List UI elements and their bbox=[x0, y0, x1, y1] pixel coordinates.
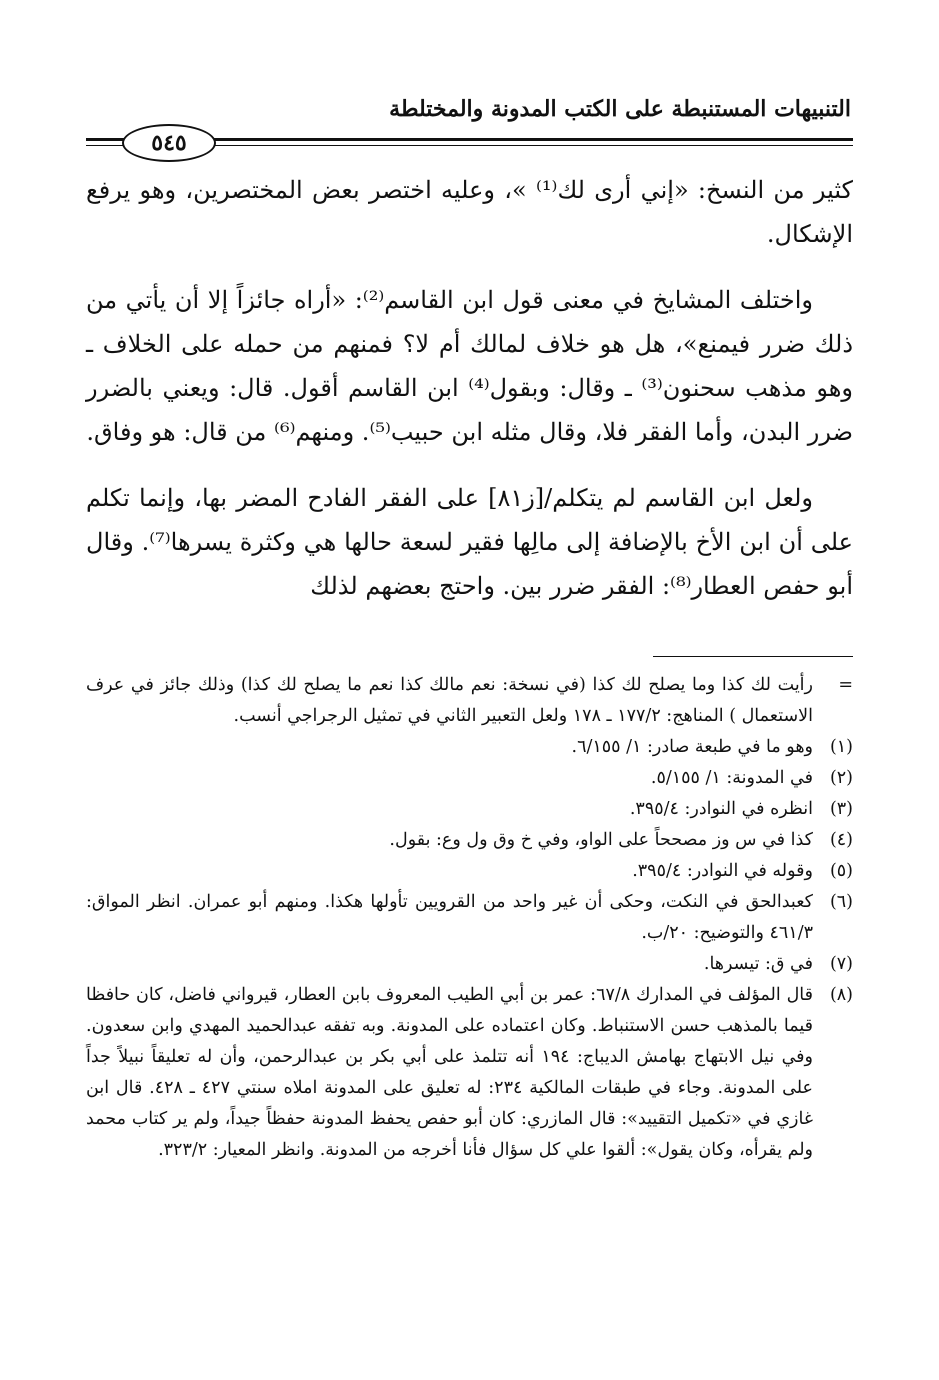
paragraph: كثير من النسخ: «إني أرى لك⁽¹⁾ »، وعليه اختصر بعض المختصرين، وهو يرفع الإشكال. bbox=[86, 176, 853, 248]
footnote-text: انظره في النوادر: ٣٩٥/٤. bbox=[629, 799, 813, 819]
footnote-number: (٣) bbox=[829, 799, 853, 819]
footnote-item bbox=[86, 732, 853, 763]
paragraph: ولعل ابن القاسم لم يتكلم/[ز٨١] على الفقر الفادح المضر بها، وإنما تكلم على أن ابن الأخ بالإضافة إلى مالِها فقير لسعة حالها هي وكثرة يسرها⁽⁷⁾. وقال أبو حفص العطار⁽⁸⁾: الفقر ضرر بين. واحتج بعضهم لذلك bbox=[86, 484, 853, 600]
page-number-badge: ٥٤٥ bbox=[122, 124, 216, 162]
footnote-text: كذا في س وز مصححاً على الواو، وفي خ وق ول وع: بقول. bbox=[389, 830, 813, 850]
footnote-number: (٤) bbox=[829, 830, 853, 850]
footnote-text: وهو ما في طبعة صادر: ١/ ٦/١٥٥. bbox=[571, 737, 813, 757]
footnote-item bbox=[86, 856, 853, 887]
footnote-number: (٥) bbox=[829, 861, 853, 881]
main-text bbox=[86, 168, 853, 630]
footnotes bbox=[86, 670, 853, 1166]
footnote-item bbox=[86, 794, 853, 825]
footnote-item bbox=[86, 670, 853, 732]
footnote-number: (١) bbox=[829, 737, 853, 757]
running-title: التنبيهات المستنبطة على الكتب المدونة والمختلطة bbox=[389, 96, 851, 122]
footnote-number: = bbox=[838, 675, 853, 695]
footnote-number: (٢) bbox=[829, 768, 853, 788]
footnote-number: (٦) bbox=[829, 892, 853, 912]
footnote-item bbox=[86, 980, 853, 1166]
footnote-text: في المدونة: ١/ ٥/١٥٥. bbox=[650, 768, 813, 788]
footnote-number: (٧) bbox=[829, 954, 853, 974]
paragraph: واختلف المشايخ في معنى قول ابن القاسم⁽²⁾: «أراه جائزاً إلا أن يأتي من ذلك ضرر فيمنع»، هل هو خلاف لمالك أم لا؟ فمنهم من حمله على الخلاف ـ وهو مذهب سحنون⁽³⁾ ـ وقال: وبقول⁽⁴⁾ ابن القاسم أقول. قال: ويعني بالضرر ضرر البدن، وأما الفقر فلا، وقال مثله ابن حبيب⁽⁵⁾. ومنهم⁽⁶⁾ من قال: هو وفاق. bbox=[86, 286, 853, 446]
footnote-number: (٨) bbox=[829, 985, 853, 1005]
footnote-text: وقوله في النوادر: ٣٩٥/٤. bbox=[632, 861, 813, 881]
footnote-item bbox=[86, 887, 853, 949]
footnote-item bbox=[86, 763, 853, 794]
footnote-divider bbox=[653, 656, 853, 657]
footnote-text: رأيت لك كذا وما يصلح لك كذا (في نسخة: نعم مالك كذا نعم ما يصلح لك كذا) وذلك جائز في عرف الاستعمال ) المناهج: ١٧٧/٢ ـ ١٧٨ ولعل التعبير الثاني في تمثيل الرجراجي أنسب. bbox=[86, 675, 813, 726]
footnote-text: كعبدالحق في النكت، وحكى أن غير واحد من القرويين تأولها هكذا. ومنهم أبو عمران. انظر المواق: ٤٦١/٣ والتوضيح: ٢٠/ب. bbox=[86, 892, 813, 943]
footnote-item bbox=[86, 949, 853, 980]
footnote-text: قال المؤلف في المدارك ٦٧/٨: عمر بن أبي الطيب المعروف بابن العطار، قيرواني فاضل، كان حافظا قيما بالمذهب حسن الاستنباط. وكان اعتماده على المدونة. وبه تفقه عبدالحميد المهدي وابن سعدون. وفي نيل الابتهاج بهامش الديباج: ١٩٤ أنه تتلمذ على أبي بكر بن عبدالرحمن، وأن له تعليقاً نبيلاً جداً على المدونة. وجاء في طبقات المالكية ٢٣٤: له تعليق على المدونة املاه سنتي ٤٢٧ ـ ٤٢٨. قال ابن غازي في «تكميل التقييد»: قال المازري: كان أبو حفص يحفظ المدونة حفظاً جيداً، ولم ير كتاب محمد ولم يقرأه، وكان يقول»: ألقوا علي كل سؤال فأنا أخرجه من المدونة. وانظر المعيار: ٣٢٣/٢. bbox=[86, 985, 813, 1160]
footnote-text: في ق: تيسرها. bbox=[703, 954, 813, 974]
footnote-item bbox=[86, 825, 853, 856]
